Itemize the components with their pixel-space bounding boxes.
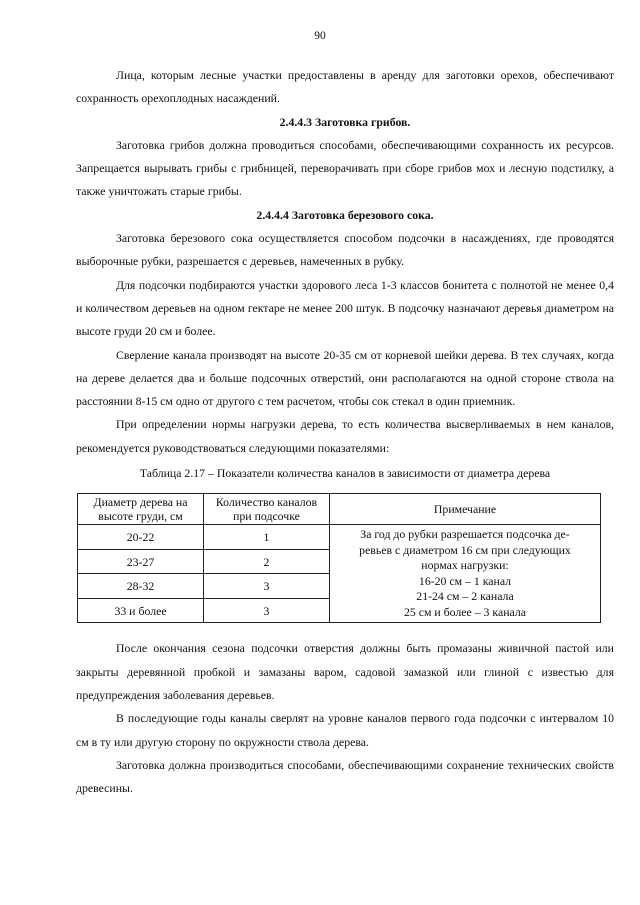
cell-channels: 2 <box>204 549 330 574</box>
page-number: 90 <box>314 30 326 42</box>
cell-note <box>330 525 601 623</box>
note-line: ревьев с диаметром 16 см при следующих <box>359 542 571 557</box>
paragraph: Заготовка березового сока осуществляется способом подсочки в насаждениях, где проводятся выборочные рубки, разрешается с деревьев, намеченных в рубку. <box>76 231 614 269</box>
header-channels: Количество каналов при подсочке <box>204 494 330 525</box>
cell-channels: 3 <box>204 574 330 599</box>
header-note: Примечание <box>330 494 601 525</box>
header-diameter: Диаметр дерева на высоте груди, см <box>78 494 204 525</box>
paragraph: Сверление канала производят на высоте 20-35 см от корневой шейки дерева. В тех случаях, когда на дереве делается два и больше подсочных отверстий, они располагаются на одной стороне ствола на расстоянии 8-15 см одно от другого с тем расчетом, чтобы сок стекал в один приемник. <box>76 347 614 409</box>
table-caption: Таблица 2.17 – Показатели количества каналов в зависимости от диаметра дерева <box>139 466 551 481</box>
cell-diameter: 33 и более <box>78 598 204 623</box>
note-line: За год до рубки разрешается подсочка де- <box>360 527 570 542</box>
note-line: нормах нагрузки: <box>421 558 509 573</box>
cell-diameter: 23-27 <box>78 549 204 574</box>
paragraph: При определении нормы нагрузки дерева, то есть количества высверливаемых в нем каналов, рекомендуется руководствоваться следующими показателями: <box>76 417 614 455</box>
section-heading: 2.4.4.3 Заготовка грибов. <box>279 114 411 129</box>
paragraph: Лица, которым лесные участки предоставлены в аренду для заготовки орехов, обеспечивают сохранность орехоплодных насаждений. <box>76 68 614 106</box>
cell-diameter: 20-22 <box>78 525 204 550</box>
paragraph: Заготовка грибов должна проводиться способами, обеспечивающими сохранность их ресурсов. Запрещается вырывать грибы с грибницей, переворачивать при сборе грибов мох и лесную подстилку, а также уничтожать старые грибы. <box>76 137 614 199</box>
note-line: 16-20 см – 1 канал <box>418 573 512 588</box>
note-line: 21-24 см – 2 канала <box>416 589 514 604</box>
paragraph: В последующие годы каналы сверлят на уровне каналов первого года подсочки с интервалом 10 см в ту или другую сторону по окружности ствола дерева. <box>76 711 614 749</box>
section-heading: 2.4.4.4 Заготовка березового сока. <box>256 207 434 222</box>
paragraph: После окончания сезона подсочки отверстия должны быть промазаны живичной пастой или закрыты деревянной пробкой и замазаны варом, садовой замазкой или глиной с известью для предупреждения заболевания деревьев. <box>76 641 614 702</box>
paragraph: Заготовка должна производиться способами, обеспечивающими сохранение технических свойств древесины. <box>76 757 614 796</box>
paragraph: Для подсочки подбираются участки здорового леса 1-3 классов бонитета с полнотой не менее 0,4 и количеством деревьев на одном гектаре не менее 200 штук. В подсочку назначают деревья диаметром на высоте груди 20 см и более. <box>76 277 614 339</box>
cell-channels: 3 <box>204 598 330 623</box>
document-body <box>76 64 614 800</box>
note-line: 25 см и более – 3 канала <box>404 604 526 619</box>
table-header-row <box>78 494 601 525</box>
cell-diameter: 28-32 <box>78 574 204 599</box>
channels-table <box>77 493 601 623</box>
cell-channels: 1 <box>204 525 330 550</box>
table-row <box>78 525 601 550</box>
